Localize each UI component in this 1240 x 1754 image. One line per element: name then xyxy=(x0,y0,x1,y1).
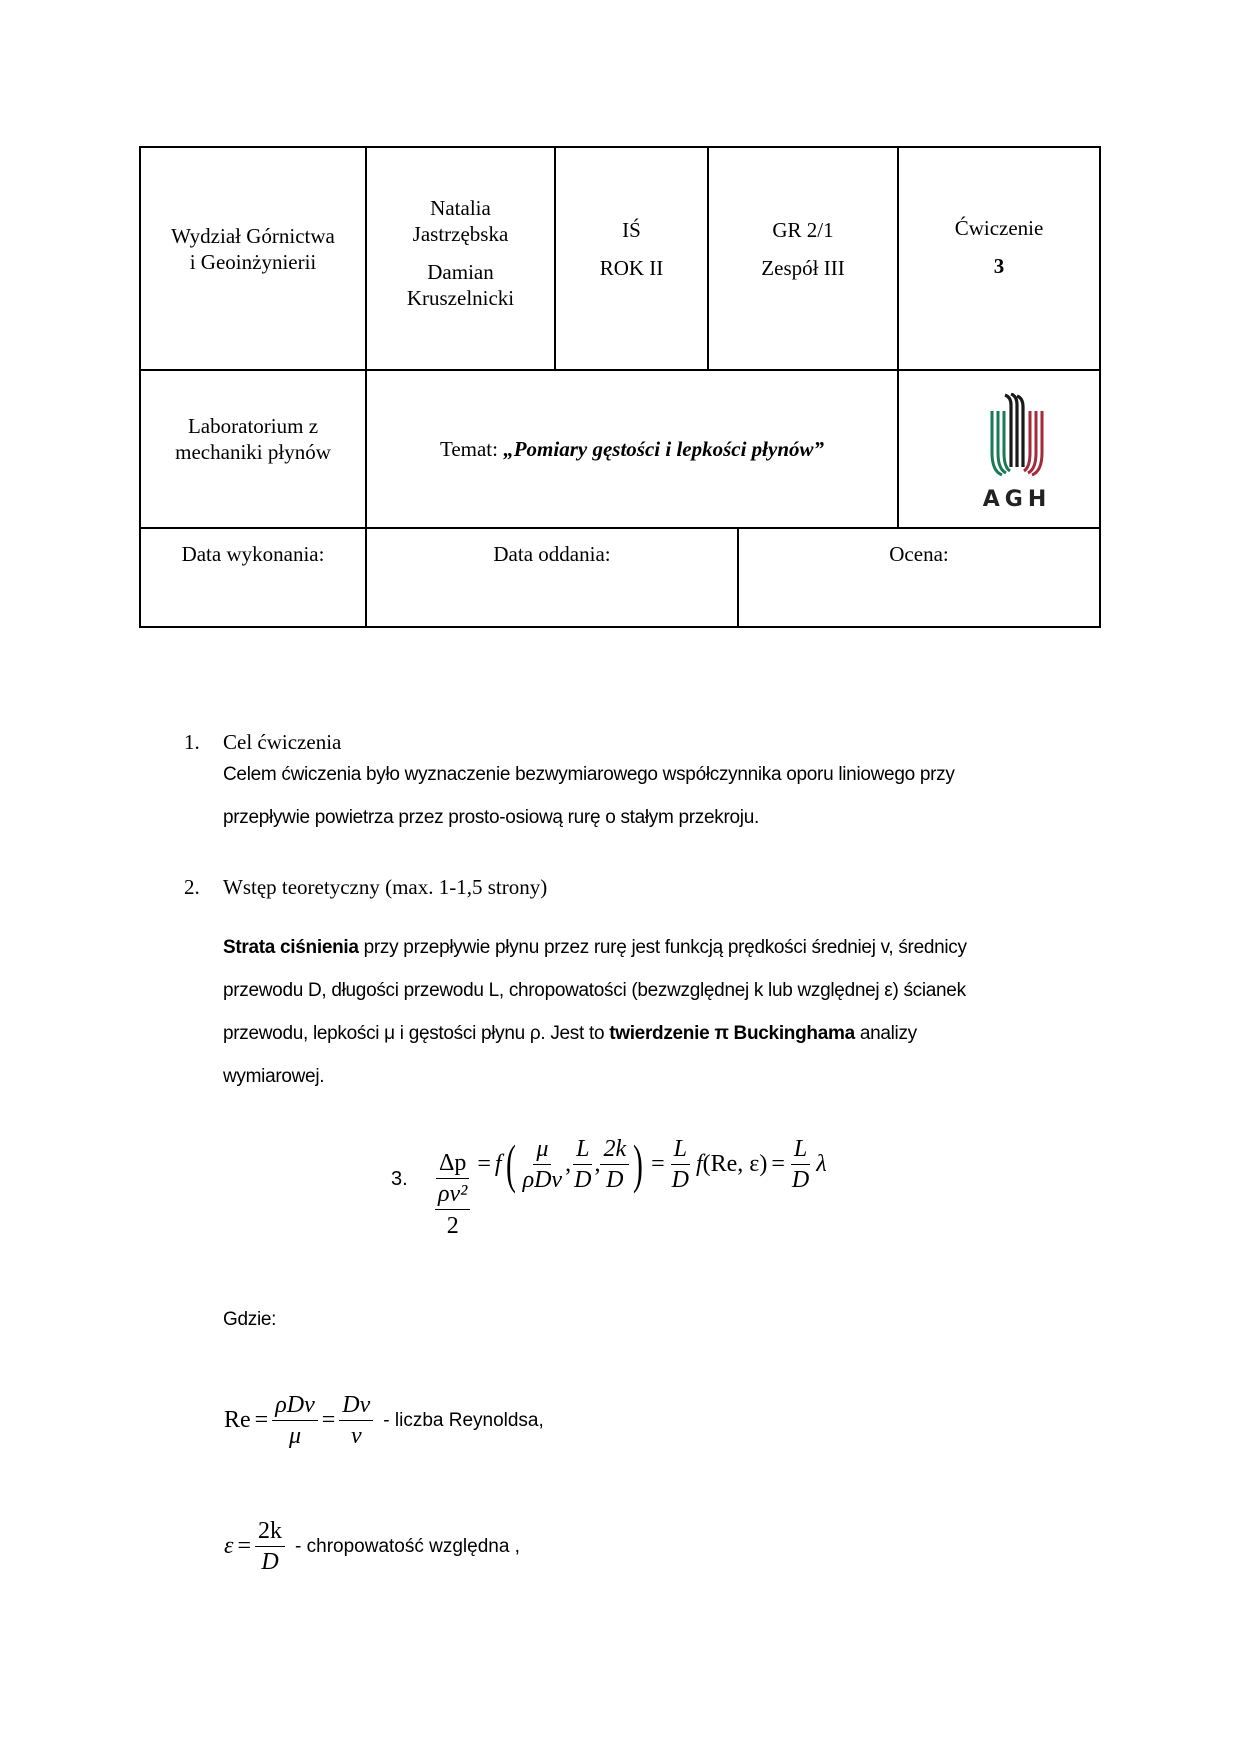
eq-lhs-fraction: Δp ρv² 2 xyxy=(432,1148,473,1242)
faculty-line2: i Geoinżynierii xyxy=(189,249,317,274)
reynolds-formula: Re = $\frac{\text{ρDv}}{\mu}$ = $\frac{Dv}{\nu}$ - liczba Reynoldsa, xyxy=(224,1392,544,1449)
group: GR 2/1 xyxy=(772,217,834,242)
term-pressure-loss: Strata ciśnienia xyxy=(223,937,359,958)
agh-logo-icon xyxy=(958,393,1068,513)
equation-main: Δp ρv² 2 = f ( $\frac{\mu}{\text{ρDv}}$ , $\frac{L}{D}$ , $\frac{2k}{D}$ ) = $\frac{L}{D}$ f (Re, ε) = $\frac{L}{D}$ λ xyxy=(432,1148,827,1242)
grade-label: Ocena: xyxy=(889,542,949,566)
section-1-body xyxy=(223,753,1103,839)
section-2-line: wymiarowej. xyxy=(223,1066,325,1087)
table-border-right xyxy=(1099,146,1101,628)
date-done-cell xyxy=(141,529,365,626)
section-1-title: Cel ćwiczenia xyxy=(223,730,342,754)
exercise-label: Ćwiczenie xyxy=(954,215,1044,240)
date-submitted-cell xyxy=(367,529,737,626)
date-submitted-label: Data oddania: xyxy=(493,542,611,566)
equation-number: 3. xyxy=(391,1168,408,1190)
roughness-description: - chropowatość względna , xyxy=(295,1535,520,1557)
author2-first-name: Damian xyxy=(427,259,494,284)
term-buckingham: twierdzenie π Buckinghama xyxy=(609,1023,855,1044)
lab-line1: Laboratorium z xyxy=(187,414,319,438)
team: Zespół III xyxy=(761,255,845,280)
table-border-bottom xyxy=(139,626,1101,628)
grade-cell xyxy=(739,529,1099,626)
svg-text:AGH: AGH xyxy=(982,487,1052,512)
group-team-cell xyxy=(709,148,897,369)
authors-cell xyxy=(367,148,554,369)
topic-cell xyxy=(367,371,897,527)
date-done-label: Data wykonania: xyxy=(181,542,325,566)
section-2-line: Strata ciśnienia przy przepływie płynu przez rurę jest funkcją prędkości średniej v, średnicy xyxy=(223,937,967,958)
section-2-title: Wstęp teoretyczny (max. 1-1,5 strony) xyxy=(223,875,548,899)
section-2-line: przewodu D, długości przewodu L, chropowatości (bezwzględnej k lub względnej ε) ścianek xyxy=(223,980,966,1001)
author1-first-name: Natalia xyxy=(430,195,491,220)
faculty-line1: Wydział Górnictwa xyxy=(171,223,335,248)
field-year-cell xyxy=(556,148,707,369)
section-2-number: 2. xyxy=(184,875,200,899)
section-1-line: Celem ćwiczenia było wyznaczenie bezwymiarowego współczynnika oporu liniowego przy xyxy=(223,764,955,785)
section-1-number: 1. xyxy=(184,730,200,754)
exercise-cell xyxy=(899,148,1099,369)
section-2-line: przewodu, lepkości μ i gęstości płynu ρ. Jest to twierdzenie π Buckinghama analizy xyxy=(223,1023,917,1044)
section-1-line: przepływie powietrza przez prosto-osiową rurę o stałym przekroju. xyxy=(223,807,759,828)
author1-last-name: Jastrzębska xyxy=(412,221,509,246)
roughness-formula: ε = $\frac{2k}{D}$ - chropowatość względna , xyxy=(224,1518,520,1575)
section-2-body xyxy=(223,926,1103,1098)
field-of-study: IŚ xyxy=(622,217,641,242)
agh-logo xyxy=(958,393,1068,513)
topic-label: Temat: xyxy=(439,437,504,461)
exercise-number: 3 xyxy=(993,253,1005,278)
faculty-cell xyxy=(141,148,365,369)
study-year: ROK II xyxy=(599,255,664,280)
reynolds-description: - liczba Reynoldsa, xyxy=(383,1409,544,1431)
lab-line2: mechaniki płynów xyxy=(175,440,331,464)
lab-cell xyxy=(141,371,365,527)
topic-title: „Pomiary gęstości i lepkości płynów” xyxy=(503,437,825,461)
author2-last-name: Kruszelnicki xyxy=(406,285,515,310)
where-label: Gdzie: xyxy=(223,1309,277,1330)
